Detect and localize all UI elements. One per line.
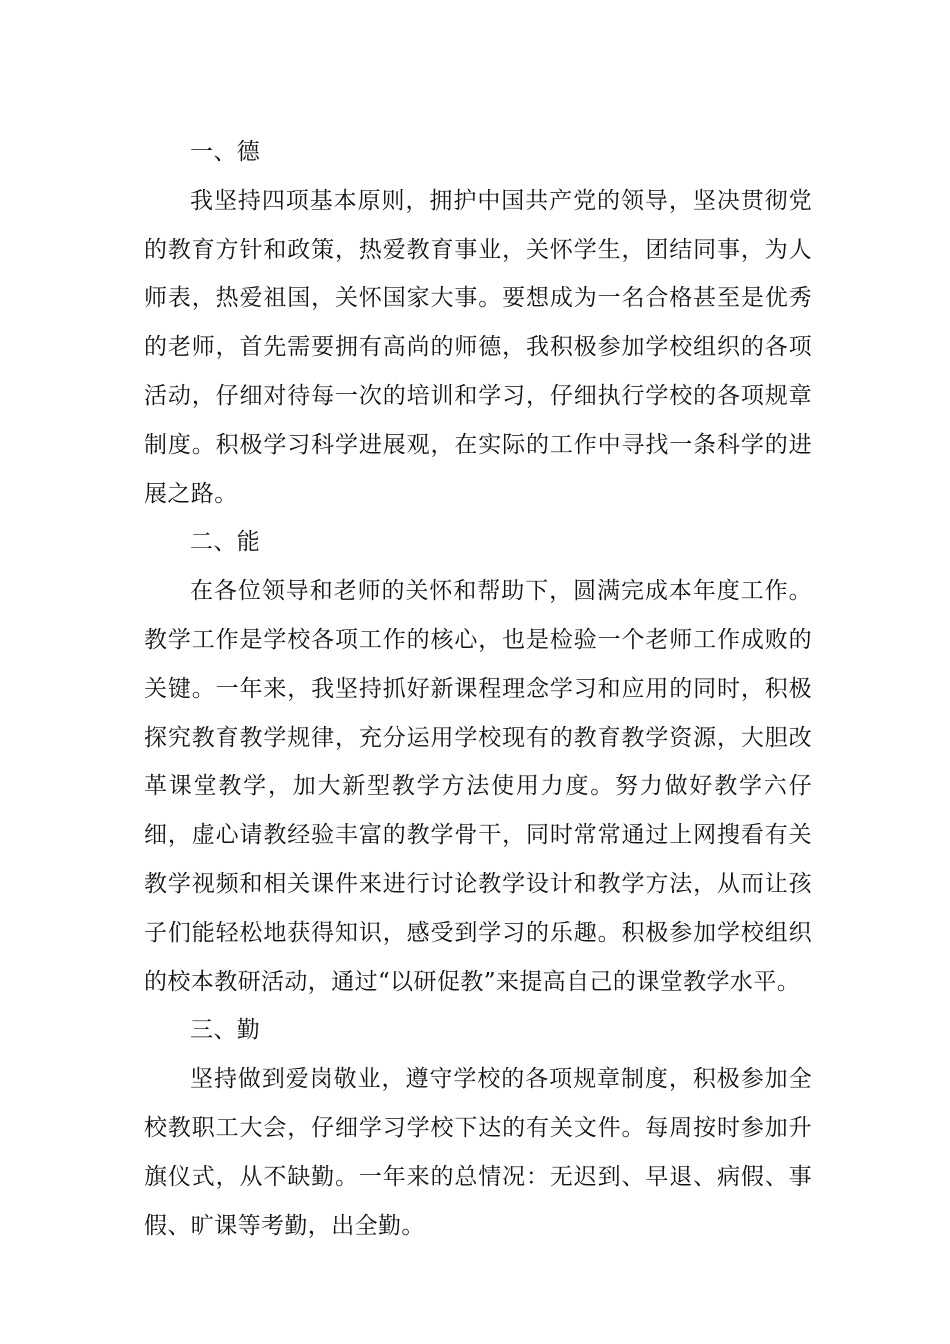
section-heading-neng: 二、能 [190,529,261,556]
section-heading-de: 一、德 [190,139,261,165]
section-paragraph-de: 我坚持四项基本原则，拥护中国共产党的领导，坚决贯彻党的教育方针和政策，热爱教育事业，关怀学生，团结同事，为人师表，热爱祖国，关怀国家大事。要想成为一名合格甚至是优秀的老师，首先需要拥有高尚的师德，我积极参加学校组织的各项活动，仔细对待每一次的培训和学习，仔细执行学校的各项规章制度。积极学习科学进展观，在实际的工作中寻找一条科学的进展之路。 [144,187,812,507]
section-paragraph-neng: 在各位领导和老师的关怀和帮助下，圆满完成本年度工作。教学工作是学校各项工作的核心，也是检验一个老师工作成败的关键。一年来，我坚持抓好新课程理念学习和应用的同时，积极探究教育教学规律，充分运用学校现有的教育教学资源，大胆改革课堂教学，加大新型教学方法使用力度。努力做好教学六仔细，虚心请教经验丰富的教学骨干，同时常常通过上网搜看有关教学视频和相关课件来进行讨论教学设计和教学方法，从而让孩子们能轻松地获得知识，感受到学习的乐趣。积极参加学校组织的校本教研活动，通过“以研促教”来提高自己的课堂教学水平。 [144,578,812,995]
document-body [144,128,812,1250]
section-heading-qin: 三、勤 [190,1017,261,1044]
section-paragraph-qin: 坚持做到爱岗敬业，遵守学校的各项规章制度，积极参加全校教职工大会，仔细学习学校下达的有关文件。每周按时参加升旗仪式，从不缺勤。一年来的总情况：无迟到、早退、病假、事假、旷课等考勤，出全勤。 [144,1066,812,1239]
